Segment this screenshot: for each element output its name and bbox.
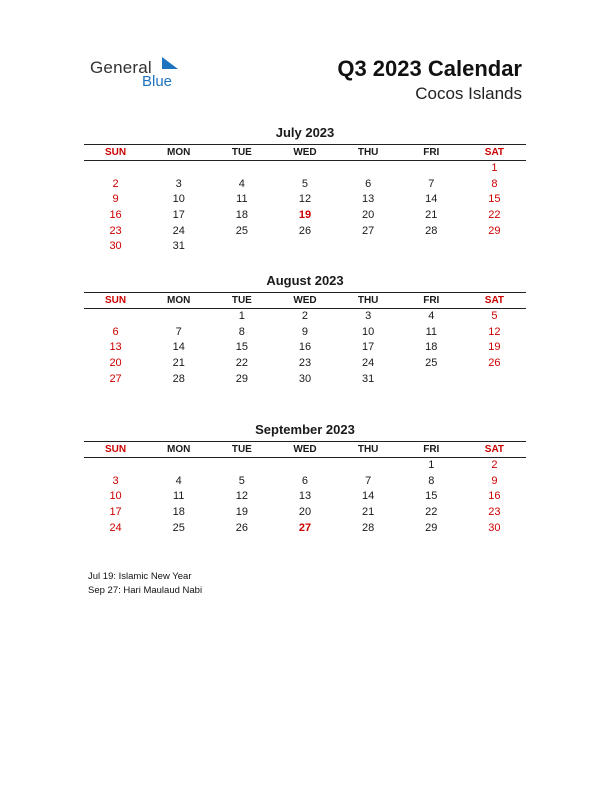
weekday-header: SAT — [484, 295, 505, 306]
day-cell: 16 — [109, 209, 122, 222]
day-cell — [463, 239, 526, 255]
day-cell: 25 — [172, 521, 185, 534]
day-cell: 11 — [236, 193, 248, 206]
logo-blue-text: Blue — [142, 73, 173, 90]
day-cell: 21 — [425, 209, 438, 222]
day-cell: 5 — [301, 177, 309, 190]
week-row — [84, 458, 526, 474]
day-cell: 17 — [109, 506, 122, 519]
day-cell: 1 — [491, 162, 498, 174]
weekday-header: SAT — [484, 147, 505, 158]
day-cell: 23 — [488, 506, 501, 519]
day-cell: 18 — [235, 209, 248, 222]
holiday-note: Sep 27: Hari Maulaud Nabi — [88, 585, 203, 596]
week-row — [84, 521, 526, 537]
day-cell: 30 — [488, 521, 501, 534]
weekday-header: MON — [167, 295, 191, 306]
day-cell: 24 — [172, 224, 185, 237]
month-title: July 2023 — [275, 125, 335, 140]
weekday-header: FRI — [423, 444, 440, 455]
day-cell: 7 — [175, 325, 182, 338]
weekday-header-row — [84, 441, 526, 458]
day-cell: 15 — [425, 490, 438, 503]
weekday-header: SAT — [484, 444, 505, 455]
day-cell — [463, 372, 526, 388]
day-cell: 10 — [172, 193, 185, 206]
day-cell: 31 — [362, 372, 375, 385]
weekday-header-row — [84, 144, 526, 161]
day-cell: 22 — [425, 506, 438, 519]
day-cell: 24 — [109, 521, 122, 534]
week-row — [84, 340, 526, 356]
day-cell: 22 — [235, 357, 248, 370]
day-cell: 10 — [109, 490, 122, 503]
day-cell: 4 — [238, 177, 245, 190]
day-cell: 25 — [235, 224, 248, 237]
day-cell — [273, 161, 336, 177]
day-cell: 2 — [301, 310, 309, 322]
day-cell: 28 — [425, 224, 438, 237]
week-row — [84, 372, 526, 388]
day-cell: 8 — [491, 177, 498, 190]
day-cell — [84, 161, 147, 177]
month-july — [84, 124, 526, 255]
weekday-header: SUN — [105, 295, 127, 306]
day-cell: 25 — [425, 357, 438, 370]
week-row — [84, 239, 526, 255]
day-cell: 27 — [362, 224, 375, 237]
day-cell: 7 — [365, 474, 372, 487]
day-cell: 26 — [488, 357, 501, 370]
week-row — [84, 505, 526, 521]
day-cell: 26 — [235, 521, 248, 534]
day-cell — [210, 458, 273, 474]
weekday-header: TUE — [231, 295, 252, 306]
week-row — [84, 192, 526, 208]
day-cell: 20 — [362, 209, 375, 222]
weekday-header: WED — [293, 295, 317, 306]
page-subtitle: Cocos Islands — [415, 84, 522, 103]
day-cell: 11 — [425, 325, 437, 338]
day-cell: 21 — [172, 357, 185, 370]
day-cell: 9 — [112, 193, 119, 206]
week-row — [84, 309, 526, 325]
day-cell: 13 — [362, 193, 375, 206]
day-cell — [337, 458, 400, 474]
holiday-notes — [88, 570, 202, 598]
day-cell: 4 — [428, 310, 435, 322]
day-cell: 16 — [488, 490, 501, 503]
day-cell: 29 — [488, 224, 501, 237]
day-cell: 8 — [238, 325, 245, 338]
day-cell: 30 — [298, 372, 312, 385]
day-cell: 1 — [428, 459, 435, 471]
day-cell: 15 — [488, 193, 501, 206]
weekday-header: THU — [357, 444, 379, 455]
day-cell: 3 — [175, 177, 182, 190]
day-cell: 21 — [362, 506, 375, 519]
day-cell: 3 — [112, 474, 119, 487]
day-cell — [273, 458, 336, 474]
day-cell: 6 — [365, 177, 372, 190]
generalblue-logo — [90, 56, 210, 96]
day-cell: 31 — [172, 240, 185, 253]
day-cell — [337, 239, 400, 255]
day-cell: 27 — [109, 372, 122, 385]
week-row — [84, 161, 526, 177]
day-cell — [147, 161, 210, 177]
day-cell: 2 — [112, 177, 119, 190]
day-cell: 13 — [298, 490, 312, 503]
day-cell: 1 — [238, 310, 245, 322]
day-cell: 5 — [238, 474, 245, 487]
day-cell: 14 — [172, 341, 185, 354]
weekday-header: TUE — [231, 147, 252, 158]
day-cell: 23 — [109, 224, 122, 237]
holiday-day-cell: 19 — [298, 209, 312, 222]
month-title: September 2023 — [255, 422, 355, 437]
day-cell — [84, 458, 147, 474]
holiday-day-cell: 27 — [298, 521, 312, 534]
month-august — [84, 272, 526, 387]
month-title: August 2023 — [266, 273, 344, 288]
weekday-header: FRI — [423, 147, 440, 158]
day-cell: 17 — [172, 209, 185, 222]
day-cell: 19 — [488, 341, 501, 354]
weekday-header: THU — [357, 147, 379, 158]
day-cell: 11 — [173, 490, 185, 503]
day-cell: 7 — [428, 177, 435, 190]
weekday-header: TUE — [231, 444, 252, 455]
day-cell: 18 — [425, 341, 438, 354]
day-cell — [210, 161, 273, 177]
day-cell — [273, 239, 336, 255]
day-cell: 9 — [301, 325, 309, 338]
day-cell: 10 — [362, 325, 375, 338]
day-cell — [147, 458, 210, 474]
day-cell: 18 — [172, 506, 185, 519]
day-cell: 6 — [301, 474, 309, 487]
day-cell: 15 — [235, 341, 248, 354]
day-cell — [147, 309, 210, 325]
day-cell: 8 — [428, 474, 435, 487]
weekday-header: THU — [357, 295, 379, 306]
weekday-header: FRI — [423, 295, 440, 306]
day-cell — [400, 239, 463, 255]
weekday-header: SUN — [105, 147, 127, 158]
day-cell: 9 — [491, 474, 498, 487]
week-row — [84, 325, 526, 341]
day-cell — [400, 161, 463, 177]
day-cell: 5 — [491, 310, 498, 322]
week-row — [84, 224, 526, 240]
day-cell: 28 — [172, 372, 185, 385]
day-cell: 20 — [298, 506, 312, 519]
weekday-header: MON — [167, 147, 191, 158]
logo-triangle-icon — [162, 57, 178, 69]
day-cell: 3 — [365, 310, 372, 322]
day-cell: 29 — [425, 521, 438, 534]
day-cell: 17 — [362, 341, 375, 354]
week-row — [84, 356, 526, 372]
day-cell: 30 — [109, 240, 122, 253]
day-cell — [400, 372, 463, 388]
day-cell: 12 — [235, 490, 248, 503]
logo-general-text: General — [90, 58, 152, 77]
week-row — [84, 177, 526, 193]
day-cell: 14 — [425, 193, 438, 206]
day-cell: 6 — [112, 325, 119, 338]
day-cell: 2 — [491, 459, 498, 471]
day-cell: 20 — [109, 357, 122, 370]
day-cell — [337, 161, 400, 177]
day-cell: 4 — [175, 474, 182, 487]
day-cell: 12 — [488, 325, 501, 338]
day-cell: 28 — [362, 521, 375, 534]
day-cell — [84, 309, 147, 325]
day-cell: 16 — [298, 341, 312, 354]
weekday-header-row — [84, 292, 526, 309]
week-row — [84, 208, 526, 224]
day-cell — [210, 239, 273, 255]
weekday-header: MON — [167, 444, 191, 455]
weekday-header: WED — [293, 147, 317, 158]
day-cell: 23 — [298, 357, 312, 370]
weekday-header: SUN — [105, 444, 127, 455]
day-cell: 22 — [488, 209, 501, 222]
day-cell: 19 — [235, 506, 248, 519]
month-september — [84, 421, 526, 536]
day-cell: 13 — [109, 341, 122, 354]
day-cell: 14 — [362, 490, 375, 503]
day-cell: 24 — [362, 357, 375, 370]
day-cell: 29 — [235, 372, 248, 385]
day-cell: 26 — [298, 224, 312, 237]
week-row — [84, 489, 526, 505]
page-title: Q3 2023 Calendar — [337, 56, 522, 81]
holiday-note: Jul 19: Islamic New Year — [88, 571, 192, 582]
weekday-header: WED — [293, 444, 317, 455]
day-cell: 12 — [298, 193, 312, 206]
week-row — [84, 474, 526, 490]
